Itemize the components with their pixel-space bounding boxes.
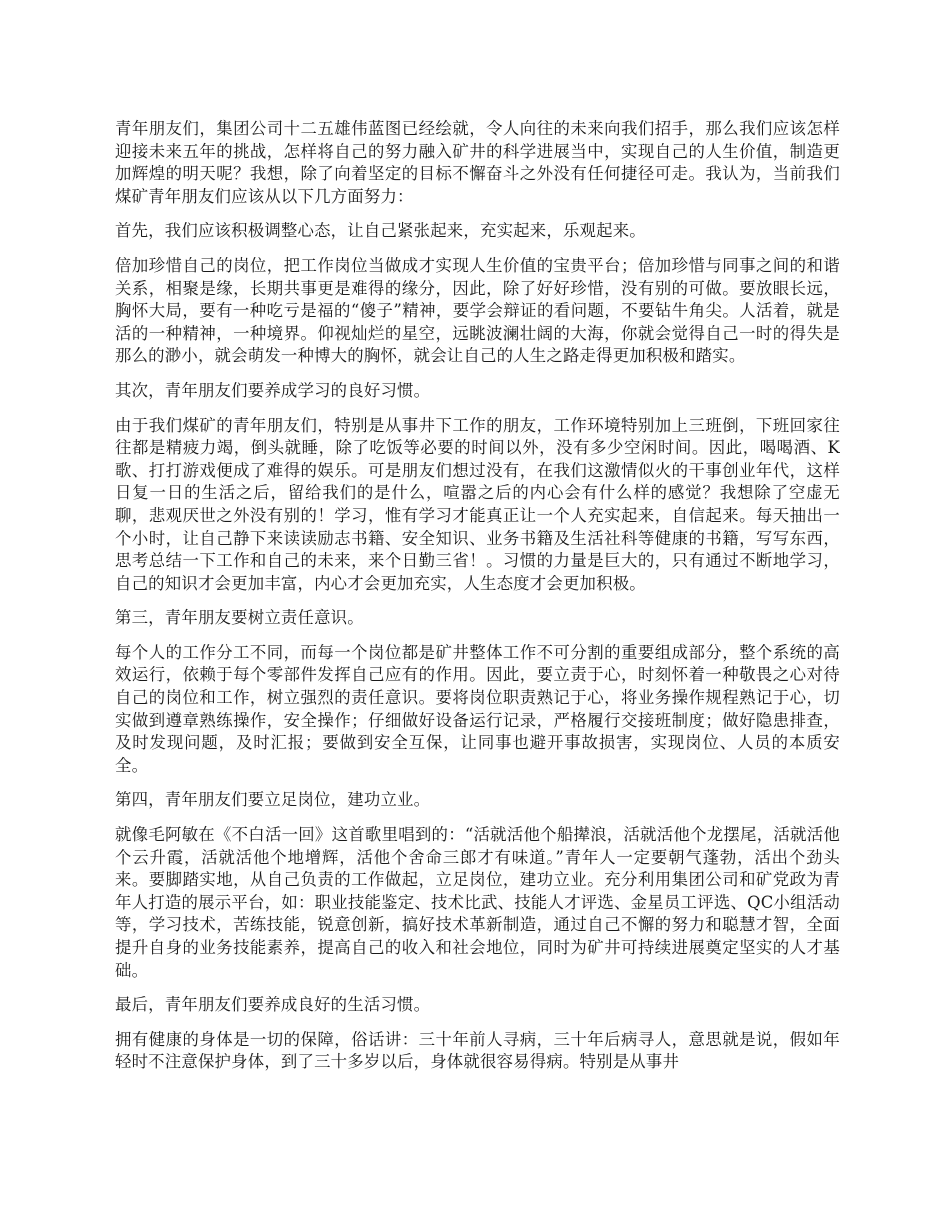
section-heading-first: 首先，我们应该积极调整心态，让自己紧张起来，充实起来，乐观起来。 [115,221,646,241]
body-paragraph: 拥有健康的身体是一切的保障，俗话讲：三十年前人寻病，三十年后病寻人，意思就是说，假如年轻时不注意保护身体，到了三十多岁以后，身体就很容易得病。特别是从事井 [115,1029,840,1072]
document-body [115,118,840,1086]
body-paragraph: 就像毛阿敏在《不白活一回》这首歌里唱到的：“活就活他个船撵浪，活就活他个龙摆尾，活就活他个云升霞，活就活他个地增辉，活他个舍命三郎才有味道。”青年人一定要朝气蓬勃，活出个劲头来。要脚踏实地，从自己负责的工作做起，立足岗位，建功立业。充分利用集团公司和矿党政为青年人打造的展示平台，如：职业技能鉴定、技术比武、技能人才评选、金星员工评选、QC小组活动等，学习技术，苦练技能，锐意创新，搞好技术革新制造，通过自己不懈的努力和聪慧才智，全面提升自身的业务技能素养，提高自己的收入和社会地位，同时为矿井可持续进展奠定坚实的人才基础。 [115,825,840,980]
section-heading-last: 最后，青年朋友们要养成良好的生活习惯。 [115,995,431,1015]
body-paragraph: 由于我们煤矿的青年朋友们，特别是从事井下工作的朋友，工作环境特别加上三班倒，下班回家往往都是精疲力竭，倒头就睡，除了吃饭等必要的时间以外，没有多少空闲时间。因此，喝喝酒、K歌、打打游戏便成了难得的娱乐。可是朋友们想过没有，在我们这激情似火的干事创业年代，这样日复一日的生活之后，留给我们的是什么，喧嚣之后的内心会有什么样的感觉？我想除了空虚无聊，悲观厌世之外没有别的！学习，惟有学习才能真正让一个人充实起来，自信起来。每天抽出一个小时，让自己静下来读读励志书籍、安全知识、业务书籍及生活社科等健康的书籍，写写东西，思考总结一下工作和自己的未来，来个日勤三省！。习惯的力量是巨大的，只有通过不断地学习，自己的知识才会更加丰富，内心才会更加充实，人生态度才会更加积极。 [115,415,840,593]
body-paragraph: 倍加珍惜自己的岗位，把工作岗位当做成才实现人生价值的宝贵平台；倍加珍惜与同事之间的和谐关系，相聚是缘，长期共事更是难得的缘分，因此，除了好好珍惜，没有别的可做。要放眼长远，胸怀大局，要有一种吃亏是福的“傻子”精神，要学会辩证的看问题，不要钻牛角尖。人活着，就是活的一种精神，一种境界。仰视灿烂的星空，远眺波澜壮阔的大海，你就会觉得自己一时的得失是那么的渺小，就会萌发一种博大的胸怀，就会让自己的人生之路走得更加积极和踏实。 [115,255,840,366]
section-heading-third: 第三，青年朋友要树立责任意识。 [115,608,364,628]
intro-paragraph: 青年朋友们，集团公司十二五雄伟蓝图已经绘就，令人向往的未来向我们招手，那么我们应该怎样迎接未来五年的挑战，怎样将自己的努力融入矿井的科学进展当中，实现自己的人生价值，制造更加辉煌的明天呢？我想，除了向着坚定的目标不懈奋斗之外没有任何捷径可走。我认为，当前我们煤矿青年朋友们应该从以下几方面努力： [115,119,840,206]
section-heading-second: 其次，青年朋友们要养成学习的良好习惯。 [115,380,431,400]
body-paragraph: 每个人的工作分工不同，而每一个岗位都是矿井整体工作不可分割的重要组成部分，整个系统的高效运行，依赖于每个零部件发挥自己应有的作用。因此，要立责于心，时刻怀着一种敬畏之心对待自己的岗位和工作，树立强烈的责任意识。要将岗位职责熟记于心，将业务操作规程熟记于心，切实做到遵章熟练操作，安全操作；仔细做好设备运行记录，严格履行交接班制度；做好隐患排查，及时发现问题，及时汇报；要做到安全互保，让同事也避开事故损害，实现岗位、人员的本质安全。 [115,642,840,775]
section-heading-fourth: 第四，青年朋友们要立足岗位，建功立业。 [115,790,431,810]
